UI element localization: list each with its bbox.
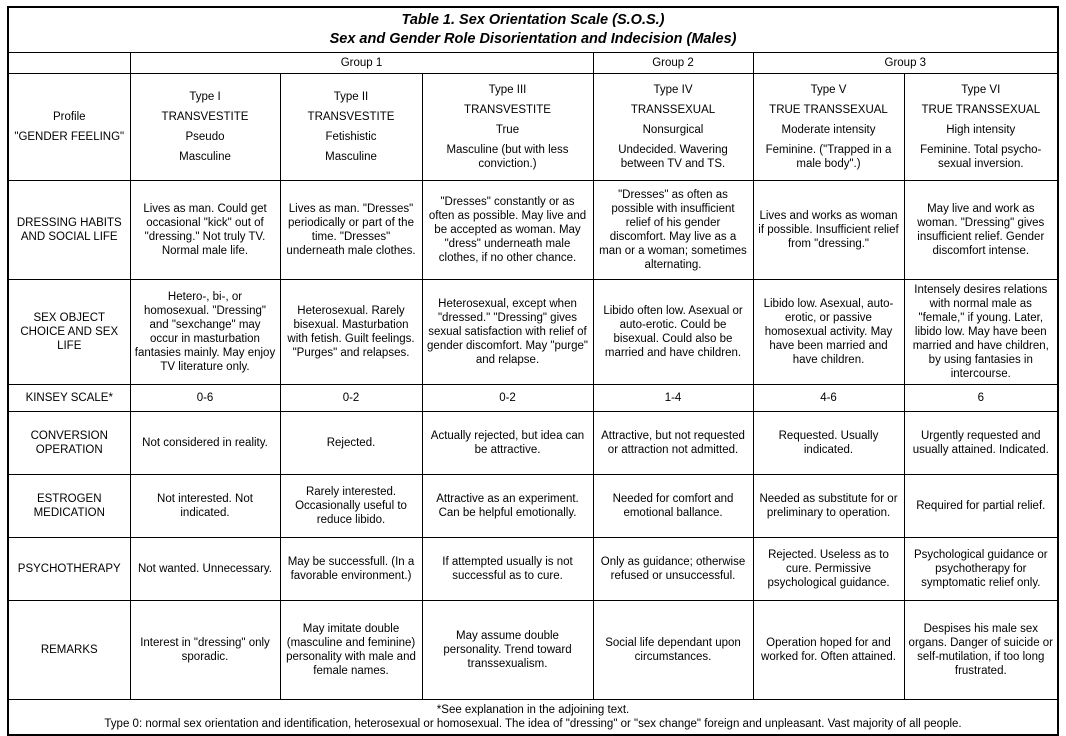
type-name: Type V [810,83,847,96]
row-cell: Rejected. [280,411,422,474]
row-cell: Rejected. Useless as to cure. Permissive psychological guidance. [753,537,904,600]
row-cell: Libido often low. Asexual or auto-erotic. Could be bisexual. Could also be married and have children. [593,279,753,384]
row-label: KINSEY SCALE* [8,384,130,411]
type-feeling: Masculine [179,150,231,163]
type-qualifier: Pseudo [185,130,225,143]
table-row [8,411,1058,474]
type-name: Type II [333,90,369,103]
sos-table [7,6,1059,736]
type-qualifier: Fetishistic [325,130,377,143]
row-cell: "Dresses" as often as possible with insufficient relief of his gender discomfort. May live as a man or a woman; sometimes alternating. [593,180,753,279]
profile-label-line2: "GENDER FEELING" [14,130,125,143]
table-row [8,474,1058,537]
row-label: CONVERSION OPERATION [8,411,130,474]
type-column-1 [130,73,280,180]
row-label: SEX OBJECT CHOICE AND SEX LIFE [8,279,130,384]
row-cell: Heterosexual, except when "dressed." "Dressing" gives sexual satisfaction with relief of gender discomfort. May "purge" and relapse. [422,279,593,384]
row-cell: Not considered in reality. [130,411,280,474]
type-column-5 [753,73,904,180]
type-category: TRANSVESTITE [464,103,551,116]
type-feeling: Undecided. Wavering between TV and TS. [618,143,728,170]
type-feeling: Masculine [325,150,377,163]
type-category: TRUE TRANSSEXUAL [769,103,888,116]
type-qualifier: Nonsurgical [642,123,704,136]
profile-label [8,73,130,180]
type-category: TRUE TRANSSEXUAL [921,103,1041,116]
row-cell: May imitate double (masculine and feminine) personality with male and female names. [280,600,422,699]
profile-row [8,73,1058,180]
row-label: REMARKS [8,600,130,699]
row-cell: May be successfull. (In a favorable environment.) [280,537,422,600]
row-cell: Rarely interested. Occasionally useful to reduce libido. [280,474,422,537]
row-cell: Required for partial relief. [904,474,1058,537]
row-cell: 1-4 [593,384,753,411]
row-cell: If attempted usually is not successful as to cure. [422,537,593,600]
row-cell: May assume double personality. Trend toward transsexualism. [422,600,593,699]
row-cell: Lives as man. "Dresses" periodically or part of the time. "Dresses" underneath male clothes. [280,180,422,279]
table-row [8,384,1058,411]
row-cell: Psychological guidance or psychotherapy for symptomatic relief only. [904,537,1058,600]
type-column-4 [593,73,753,180]
row-cell: 0-6 [130,384,280,411]
type-category: TRANSVESTITE [307,110,395,123]
row-cell: Hetero-, bi-, or homosexual. "Dressing" and "sexchange" may occur in masturbation fantasies mainly. May enjoy TV literature only. [130,279,280,384]
footnote-line1: *See explanation in the adjoining text. [436,703,630,716]
row-label: ESTROGEN MEDICATION [8,474,130,537]
row-cell: Urgently requested and usually attained. Indicated. [904,411,1058,474]
type-qualifier: True [495,123,520,136]
row-cell: Operation hoped for and worked for. Often attained. [753,600,904,699]
row-cell: 6 [904,384,1058,411]
table-title [8,7,1058,52]
row-cell: Attractive as an experiment. Can be helpful emotionally. [422,474,593,537]
row-cell: Attractive, but not requested or attraction not admitted. [593,411,753,474]
type-qualifier: Moderate intensity [781,123,876,136]
row-cell: Not interested. Not indicated. [130,474,280,537]
type-category: TRANSSEXUAL [630,103,716,116]
row-cell: May live and work as woman. "Dressing" gives insufficient relief. Gender discomfort intense. [904,180,1058,279]
row-label: PSYCHOTHERAPY [8,537,130,600]
table-title-row [8,7,1058,52]
group-header-3: Group 3 [753,52,1058,73]
row-cell: 0-2 [280,384,422,411]
row-cell: 0-2 [422,384,593,411]
row-cell: Actually rejected, but idea can be attractive. [422,411,593,474]
group-header-2: Group 2 [593,52,753,73]
row-cell: Only as guidance; otherwise refused or unsuccessful. [593,537,753,600]
type-feeling: Feminine. Total psycho-sexual inversion. [920,143,1042,170]
type-column-3 [422,73,593,180]
type-name: Type VI [961,83,1001,96]
group-header-spacer [8,52,130,73]
type-qualifier: High intensity [946,123,1016,136]
row-cell: Requested. Usually indicated. [753,411,904,474]
row-cell: "Dresses" constantly or as often as possible. May live and be accepted as woman. May "dress" underneath male clothes, if no other chance. [422,180,593,279]
table-title-line2: Sex and Gender Role Disorientation and Indecision (Males) [329,30,737,47]
row-cell: Lives as man. Could get occasional "kick" out of "dressing." Not truly TV. Normal male life. [130,180,280,279]
row-cell: Needed for comfort and emotional ballance. [593,474,753,537]
type-category: TRANSVESTITE [161,110,249,123]
row-cell: Interest in "dressing" only sporadic. [130,600,280,699]
type-feeling: Masculine (but with less conviction.) [446,143,569,170]
type-name: Type III [488,83,527,96]
table-title-line1: Table 1. Sex Orientation Scale (S.O.S.) [401,12,665,28]
row-label: DRESSING HABITS AND SOCIAL LIFE [8,180,130,279]
row-cell: Heterosexual. Rarely bisexual. Masturbation with fetish. Guilt feelings. "Purges" and relapses. [280,279,422,384]
group-header-1: Group 1 [130,52,593,73]
row-cell: Needed as substitute for or preliminary to operation. [753,474,904,537]
type-column-6 [904,73,1058,180]
table-row [8,180,1058,279]
type-name: Type IV [653,83,693,96]
table-row [8,279,1058,384]
row-cell: Lives and works as woman if possible. Insufficient relief from "dressing." [753,180,904,279]
group-header-row [8,52,1058,73]
footnote-line2: Type 0: normal sex orientation and identification, heterosexual or homosexual. The idea of "dressing" or "sex change" foreign and unpleasant. Vast majority of all people. [104,717,962,730]
row-cell: Despises his male sex organs. Danger of suicide or self-mutilation, if too long frustrated. [904,600,1058,699]
footnote [8,699,1058,735]
row-cell: Libido low. Asexual, auto-erotic, or passive homosexual activity. May have been married and have children. [753,279,904,384]
row-cell: Not wanted. Unnecessary. [130,537,280,600]
row-cell: Social life dependant upon circumstances. [593,600,753,699]
row-cell: 4-6 [753,384,904,411]
table-row [8,537,1058,600]
type-name: Type I [189,90,221,103]
type-column-2 [280,73,422,180]
table-row [8,600,1058,699]
row-cell: Intensely desires relations with normal male as "female," if young. Later, libido low. May have been married and have children, by using fantasies in intercourse. [904,279,1058,384]
footnote-row [8,699,1058,735]
profile-label-line1: Profile [52,110,86,123]
type-feeling: Feminine. ("Trapped in a male body".) [765,143,892,170]
